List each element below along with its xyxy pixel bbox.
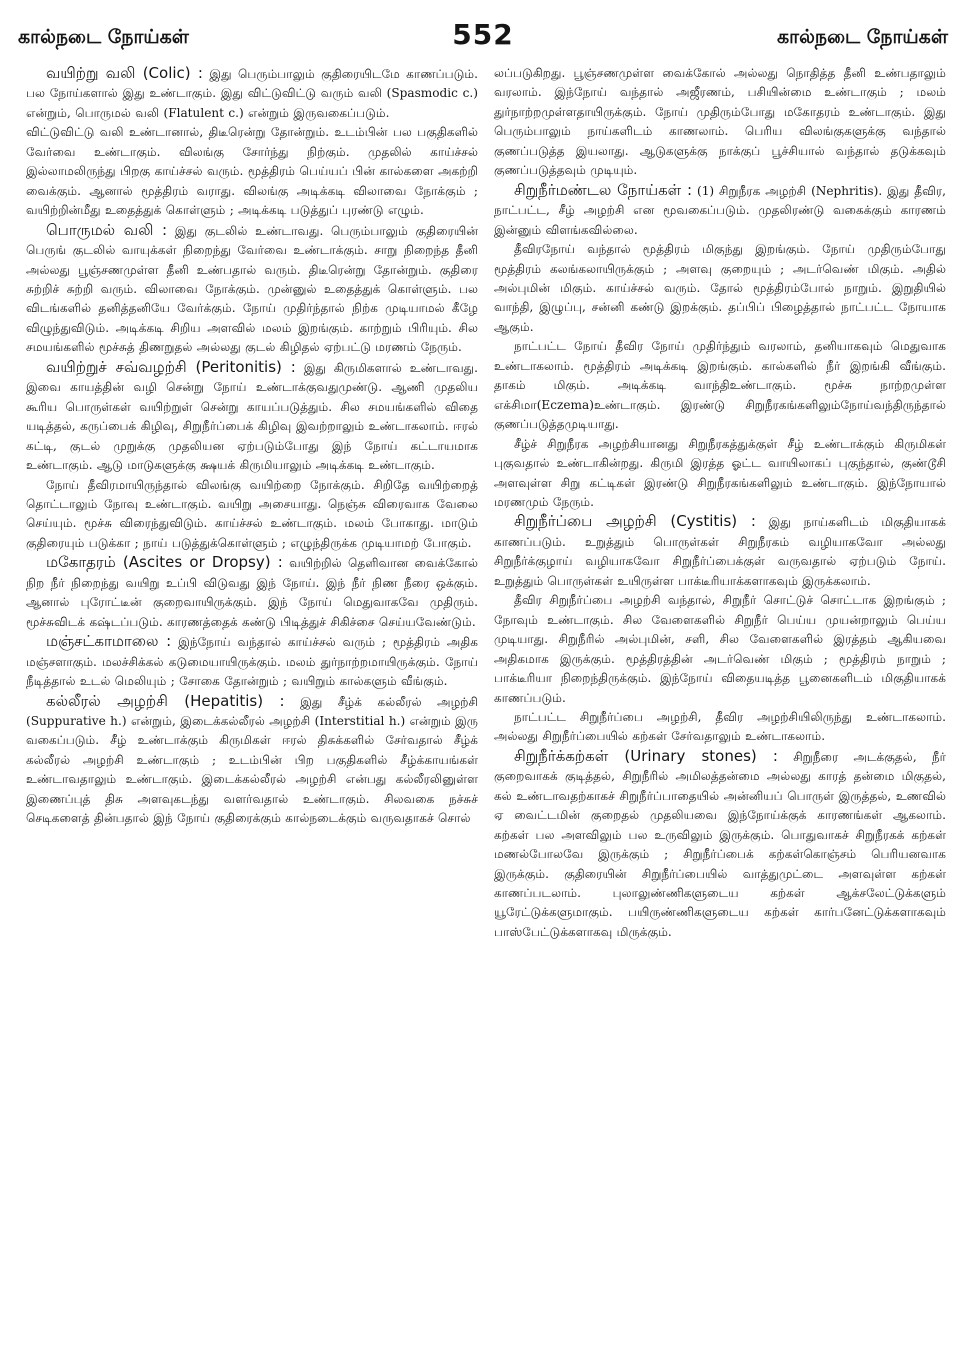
paragraph-ascites [26,553,478,632]
paragraph-acute-cystitis [494,591,946,708]
term-cystitis: சிறுநீர்ப்பை அழற்சி (Cystitis) : [514,512,756,531]
left-column [26,64,478,1355]
paragraph-text: தீவிரநோய் வந்தால் மூத்திரம் மிகுந்து இறங்கும். நோய் முதிரும்போது மூத்திரம் கலங்கலாயிருக்கும் ; அளவு குறையும் ; அடர்வெண் மிகும். அதில் அல்புமின் மிகும். காய்ச்சல் வரும். தோல் மூத்திரம்போல் நாறும். இறுதியில் வாந்தி, இழுப்பு, சன்னி கண்டு இறக்கும். தப்பிப் பிழைத்தால் நாட்பட்ட நோயாக ஆகும். [494,242,946,334]
paragraph-urinary-stones [494,747,946,943]
paragraph-peritonitis [26,358,478,476]
running-header [18,18,948,58]
paragraph-text: தீவிர சிறுநீர்ப்பை அழற்சி வந்தால், சிறுநீர் சொட்டுச் சொட்டாக இறங்கும் ; நோவும் உண்டாகும். சில வேளைகளில் சிறுநீர் பெய்ய முயன்றாலும் பெய்ய முடியாது. சிறுநீரில் அல்புமின், சளி, சில வேளைகளில் இரத்தம் ஆகியவை அதிகமாக இருக்கும். மூத்திரத்தின் அடர்வெண் மிகும் ; மூத்திரம் நாறும் ; பாக்டீரியா நிறைந்திருக்கும். இந்நோய் விதையடித்த பூனைகளிடம் மிகுதியாகக் காணப்படும். [494,593,946,705]
paragraph-chronic-nephritis [494,337,946,434]
page-number: 552 [452,18,514,51]
running-title-right: கால்நடை நோய்கள் [777,26,948,48]
paragraph-acute-nephritis [494,240,946,337]
term-peritonitis: வயிற்றுச் சவ்வழற்சி (Peritonitis) : [46,357,296,376]
paragraph-text: இது நாய்களிடம் மிகுதியாகக் காணப்படும். உறுத்தும் பொருள்கள் சிறுநீரகம் வழியாகவோ அல்லது சிறுநீர்க்குழாய் வழியாகவோ சிறுநீர்ப்பைக்குள் வருவதால் ஏற்படும் நோய். உறுத்தும் பொருள்கள் உயிருள்ள பாக்டீரியாக்களாகவும் இருக்கலாம். [494,515,946,588]
paragraph-text: (1) சிறுநீரக அழற்சி (Nephritis). இது தீவிர, நாட்பட்ட, சீழ் அழற்சி என மூவகைப்படும். முதலிரண்டு வகைக்கும் காரணம் இன்னும் விளங்கவில்லை. [494,183,946,237]
paragraph-hepatitis-continued [494,64,946,181]
paragraph-text: வயிற்றில் தெளிவான வைக்கோல் நிற நீர் நிறைந்து வயிறு உப்பி விடுவது இந் நோய். இந் நீர் நிண நீரை ஒக்கும். ஆனால் புரோட்டீன் குறைவாயிருக்கும். இந் நோய் மெதுவாகவே முதிரும். மூச்சுவிடக் கஷ்டப்படும். காரணத்தைக் கண்டு பிடித்துச் சிகிச்சை செய்யவேண்டும். [26,556,478,629]
paragraph-flatulent-colic [26,221,478,358]
paragraph-text: நாட்பட்ட சிறுநீர்ப்பை அழற்சி, தீவிர அழற்சியிலிருந்து உண்டாகலாம். அல்லது சிறுநீர்ப்பையில் கற்கள் சேர்வதாலும் உண்டாகலாம். [494,709,946,744]
paragraph-text: இது கிருமிகளால் உண்டாவது. இவை காயத்தின் வழி சென்று நோய் உண்டாக்குவதுமுண்டு. ஆணி முதலிய கூரிய பொருள்கள் வயிற்றுள் சென்று காயப்படுத்தும். சில சமயங்களில் விதை யடித்தல், கருப்பைக் கிழிவு, சிறுநீர்ப்பைக் கிழிவு இவற்றாலும் உண்டாகலாம். ஈரல் கட்டி, குடல் முறுக்கு முதலியன ஏற்படும்போது இந் நோய் கட்டாயமாக உண்டாகும். ஆடு மாடுகளுக்கு க்ஷயக் கிருமியாலும் அடிக்கடி உண்டாகும். [26,360,478,473]
paragraph-text: இது குடலில் உண்டாவது. பெரும்பாலும் குதிரையின் பெருங் குடலில் வாயுக்கள் நிறைந்து வேர்வை உண்டாக்கும். சாறு நிறைந்த தீனி அல்லது பூஞ்சணமுள்ள தீனி உண்பதால் வரும். திடீரென்று தோன்றும். குதிரை சுற்றிச் சுற்றி வரும். விலாவை நோக்கும். முன்னுல் உதைத்துக் கொள்ளும். பல விடங்களில் தனித்தனியே வேர்க்கும். நோய் முதிர்ந்தால் நிற்க முடியாமல் கீழே விழுந்துவிடும். அடிக்கடி சிறிய அளவில் மலம் இறங்கும். காற்றும் பிரியும். சில சமயங்களில் மூச்சுத் திணறுதல் அல்லது குடல் கிழிதல் ஏற்பட்டு மரணம் நேரும். [26,223,478,355]
paragraph-urinary-diseases [494,181,946,240]
paragraph-text: சீழ்ச் சிறுநீரக அழற்சியானது சிறுநீரகத்துக்குள் சீழ் உண்டாக்கும் கிருமிகள் புகுவதால் உண்டாகின்றது. கிருமி இரத்த ஓட்ட வாயிலாகப் புகுந்தால், குண்டூசி அளவுள்ள சிறு கட்டிகள் இரண்டு சிறுநீரகங்களிலும் உண்டாகும். இந்நோயால் மரணமும் நேரும். [494,436,946,509]
term-urinary-stones: சிறுநீர்க்கற்கள் (Urinary stones) : [514,746,778,765]
paragraph-chronic-cystitis [494,708,946,747]
right-column [494,64,946,1355]
paragraph-hepatitis [26,692,478,829]
paragraph-text: நோய் தீவிரமாயிருந்தால் விலங்கு வயிற்றை நோக்கும். சிறிதே வயிற்றைத் தொட்டாலும் நோவு உண்டாகும். வயிறு அசையாது. நெஞ்சு விரைவாக வேலை செய்யும். மூச்சு விரைந்துவிடும். காய்ச்சல் உண்டாகும். மலம் போகாது. மாடும் குதிரையும் படுக்கா ; நாய் படுத்துக்கொள்ளும் ; எழுந்திருக்க முடியாமற் போகும். [26,477,478,550]
paragraph-colic [26,64,478,123]
paragraph-text: சிறுநீரை அடக்குதல், நீர் குறைவாகக் குடித்தல், சிறுநீரில் அமிலத்தன்மை அல்லது காரத் தன்மை மிகுதல், கல் உண்டாவதற்காகச் சிறுநீர்ப்பாதையில் அன்னியப் பொருள் இருத்தல், உணவில் ஏ வைட்டமின் குறைதல் முதலியவை இந்நோய்க்குக் காரணங்கள் ஆகலாம். கற்கள் பல அளவிலும் பல உருவிலும் இருக்கும். பொதுவாகச் சிறுநீரகக் கற்கள் மணல்போலவே இருக்கும் ; சிறுநீர்ப்பைக் கற்கள்கொஞ்சம் பெரியனவாக இருக்கும். குதிரையின் சிறுநீர்ப்பையில் வாத்துமுட்டை அளவுள்ள கற்கள் காணப்படலாம். புலாலுண்ணிகளுடைய கற்கள் ஆக்சலேட்டுக்களும் யூரேட்டுக்களுமாகும். பயிருண்ணிகளுடைய கற்கள் கார்பனேட்டுக்களாகவும் பாஸ்பேட்டுக்களாகவு மிருக்கும். [494,749,946,939]
paragraph-text: இது பெரும்பாலும் குதிரையிடமே காணப்படும். பல நோய்களால் இது உண்டாகும். இது விட்டுவிட்டு வரும் வலி (Spasmodic c.) என்றும், பொருமல் வலி (Flatulent c.) என்றும் இருவகைப்படும். [26,67,478,120]
running-title-left: கால்நடை நோய்கள் [18,26,189,48]
paragraph-jaundice [26,632,478,691]
term-jaundice: மஞ்சட்காமாலை : [46,632,172,651]
paragraph-suppurative-nephritis [494,435,946,513]
paragraph-spasmodic-colic [26,123,478,220]
paragraph-text: நாட்பட்ட நோய் தீவிர நோய் முதிர்ந்தும் வரலாம், தனியாகவும் மெதுவாக உண்டாகலாம். மூத்திரம் அடிக்கடி இறங்கும். கால்களில் நீர் இறங்கி வீங்கும். தாகம் மிகும். அடிக்கடி வாந்திஉண்டாகும். மூச்சு நாற்றமுள்ள எக்சிமா(Eczema)உண்டாகும். இரண்டு சிறுநீரகங்களிலும்நோய்வந்திருந்தால் குணப்படுத்தமுடியாது. [494,339,946,432]
paragraph-peritonitis-symptoms [26,476,478,554]
term-flatulent-colic: பொருமல் வலி : [46,220,168,239]
paragraph-text: இந்நோய் வந்தால் காய்ச்சல் வரும் ; மூத்திரம் அதிக மஞ்சளாகும். மலச்சிக்கல் கடுமையாயிருக்கும். மலம் துர்நாற்றமாயிருக்கும். நோய் நீடித்தால் உடல் மெலியும் ; சோகை தோன்றும் ; வயிறும் கால்களும் வீங்கும். [26,635,478,689]
term-urinary-diseases: சிறுநீர்மண்டல நோய்கள் : [514,180,693,199]
paragraph-text: இது சீழ்க் கல்லீரல் அழற்சி (Suppurative h.) என்றும், இடைக்கல்லீரல் அழற்சி (Interstitial h.) என்றும் இரு வகைப்படும். சீழ் உண்டாக்கும் கிருமிகள் ஈரல் திசுக்களில் சேர்வதால் சீழ்க் கல்லீரல் அழற்சி உண்டாகும் ; உடம்பின் பிற பகுதிகளில் சீழ்க்காயங்கள் உண்டாவதாலும் உண்டாகும். இடைக்கல்லீரல் அழற்சி என்பது கல்லீரலினுள்ள இணைப்புத் திசு அளவுகடந்து வளர்வதால் உண்டாகும். சிலவகை நச்சுச் செடிகளைத் தின்பதால் இந் நோய் குதிரைக்கும் கால்நடைக்கும் வருவதாகச் சொல் [26,694,478,826]
term-ascites: மகோதரம் (Ascites or Dropsy) : [46,553,283,572]
term-colic: வயிற்று வலி (Colic) : [46,64,203,82]
paragraph-text: விட்டுவிட்டு வலி உண்டானால், திடீரென்று தோன்றும். உடம்பின் பல பகுதிகளில் வேர்வை உண்டாகும். விலங்கு சோர்ந்து நிற்கும். முதலில் காய்ச்சல் இல்லாமலிருந்து பிறகு காய்ச்சல் வரும். மூத்திரம் பெய்யப் பின் கால்களை அகற்றி வைக்கும். ஆனால் மூத்திரம் வராது. விலங்கு அடிக்கடி விலாவை நோக்கும் ; வயிற்றின்மீது உதைத்துக் கொள்ளும் ; அடிக்கடி படுத்துப் புரண்டு எழும். [26,125,478,218]
paragraph-cystitis [494,512,946,591]
term-hepatitis: கல்லீரல் அழற்சி (Hepatitis) : [46,691,285,710]
paragraph-text: லப்படுகிறது. பூஞ்சணமுள்ள வைக்கோல் அல்லது நொதித்த தீனி உண்பதாலும் வரலாம். இந்நோய் வந்தால் அஜீரணம், பசியின்மை உண்டாகும் ; மலம் துர்நாற்றமுள்ளதாயிருக்கும். நோய் முதிரும்போது மகோதரம் உண்டாகும். இது பெரும்பாலும் நாய்களிடம் காணலாம். பெரிய விலங்குகளுக்கு வந்தால் குணப்படுத்த இயலாது. ஆடுகளுக்கு நாக்குப் பூச்சியால் வந்தால் தடுக்கவும் குணப்படுத்தவும் முடியும். [494,66,946,178]
